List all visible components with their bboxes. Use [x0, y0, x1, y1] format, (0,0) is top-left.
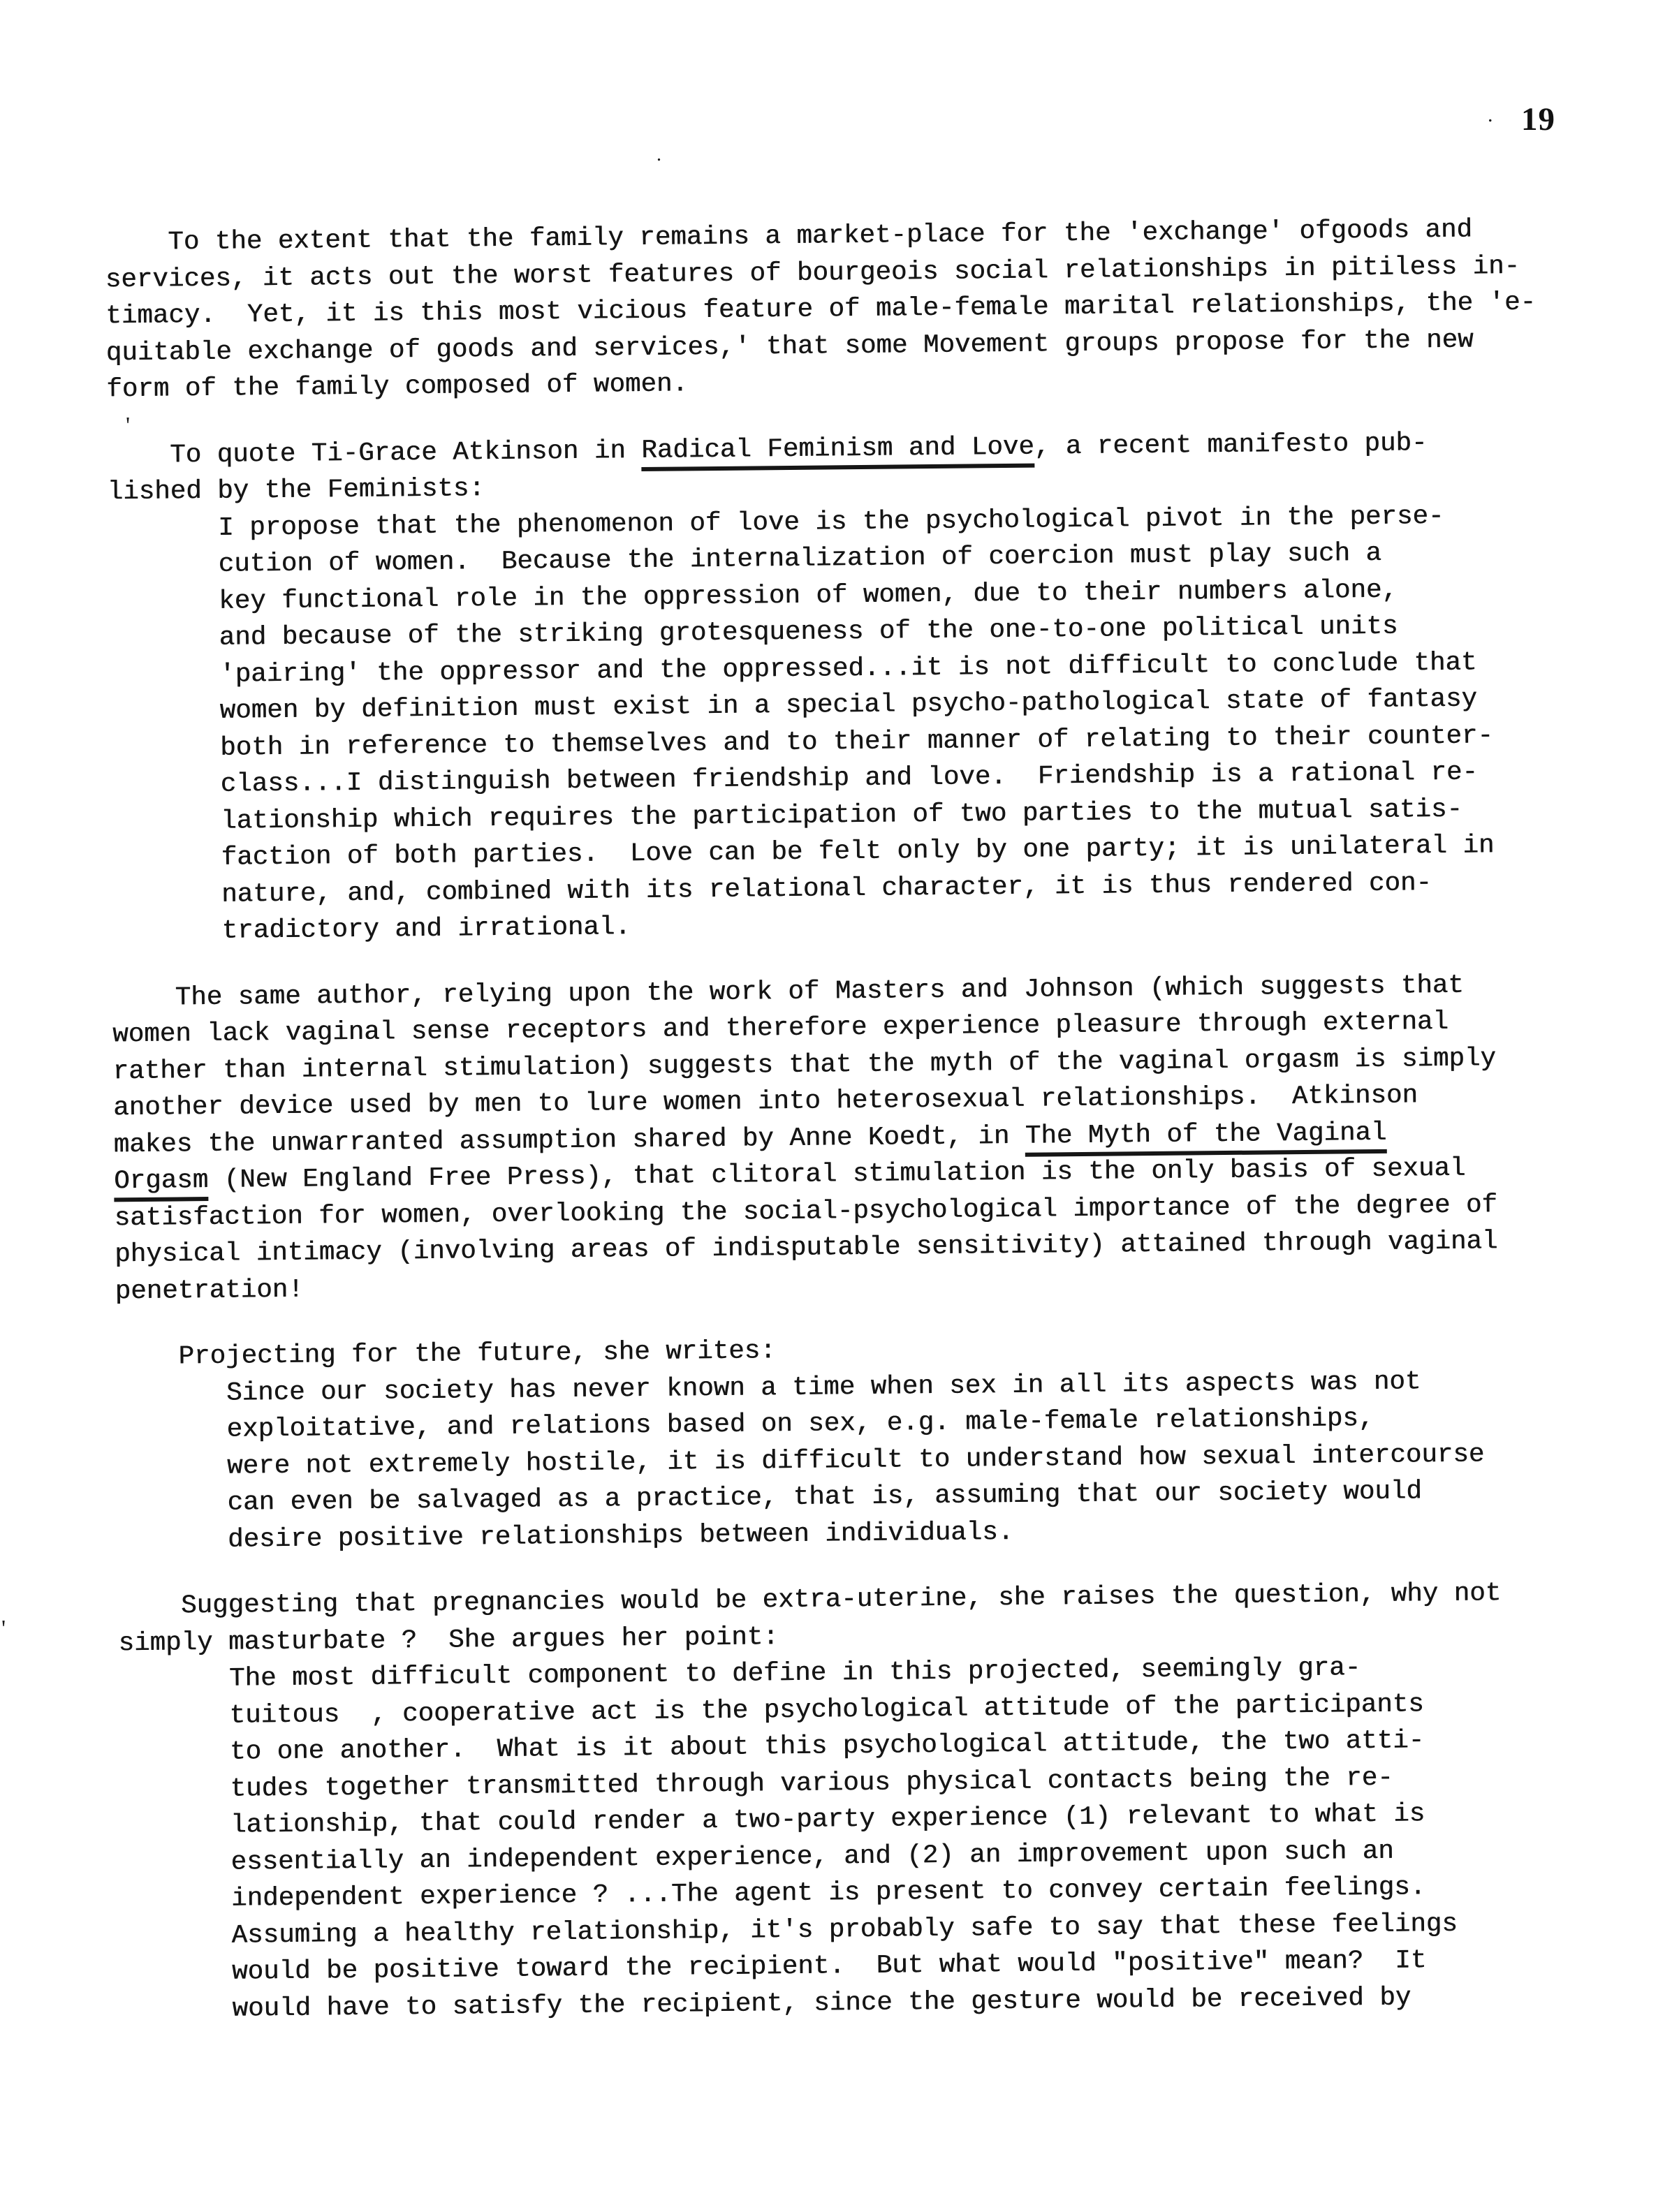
text-segment: , a recent manifesto pub-: [1034, 428, 1428, 462]
text-segment: lished by the Feminists:: [107, 474, 485, 508]
text-segment: timacy. Yet, it is this most vicious feature of male-female marital relationships, the 'e-: [105, 288, 1537, 332]
text-segment: Suggesting that pregnancies would be extra-uterine, she raises the question, why not: [180, 1579, 1502, 1621]
page-number: 19: [1521, 101, 1555, 138]
text-segment: rather than internal stimulation) suggests that the myth of the vaginal orgasm is simply: [112, 1043, 1497, 1086]
text-segment: faction of both parties. Love can be felt only by one party; it is unilateral in: [221, 831, 1495, 873]
text-segment: desire positive relationships between individuals.: [227, 1517, 1014, 1555]
text-segment: To quote Ti-Grace Atkinson in: [169, 436, 642, 471]
text-segment: both in reference to themselves and to their manner of relating to their counter-: [219, 721, 1494, 763]
text-segment: exploitative, and relations based on sex, e.g. male-female relationships,: [226, 1404, 1374, 1445]
blockquote-difficult-component: [229, 1648, 1582, 2028]
text-segment: Assuming a healthy relationship, it's probably safe to say that these feelings: [231, 1909, 1458, 1951]
text-segment: Since our society has never known a time when sex in all its aspects was not: [226, 1366, 1421, 1408]
text-segment: The same author, relying upon the work of Masters and Johnson (which suggests that: [175, 971, 1465, 1012]
scan-artifact: ': [126, 413, 131, 438]
text-segment: women by definition must exist in a special psycho-pathological state of fantasy: [219, 684, 1478, 726]
text-segment: cution of women. Because the internalization of coercion must play such a: [218, 538, 1382, 580]
paragraph-quote-intro-atkinson: [107, 424, 1567, 511]
text-segment: satisfaction for women, overlooking the social-psychological importance of the degree of: [114, 1190, 1498, 1233]
text-segment: nature, and, combined with its relational character, it is thus rendered con-: [221, 868, 1432, 910]
text-segment: essentially an independent experience, and (2) an improvement upon such an: [230, 1836, 1394, 1878]
text-segment: tradictory and irrational.: [221, 913, 631, 946]
text-segment: I propose that the phenomenon of love is the psychological pivot in the perse-: [217, 501, 1444, 543]
scan-artifact: ': [1, 1616, 6, 1642]
text-segment: tudes together transmitted through various physical contacts being the re-: [230, 1763, 1393, 1804]
text-segment: makes the unwarranted assumption shared by Anne Koedt, in: [113, 1121, 1026, 1160]
text-segment: Projecting for the future, she writes:: [178, 1336, 776, 1372]
text-segment: physical intimacy (involving areas of indisputable sensitivity) attained through vaginal: [114, 1227, 1498, 1270]
text-segment: 'pairing' the oppressor and the oppressed...it is not difficult to conclude that: [219, 648, 1477, 690]
scan-artifact: .: [657, 144, 661, 165]
text-segment: lationship, that could render a two-party experience (1) relevant to what is: [230, 1799, 1425, 1841]
text-segment: services, it acts out the worst features of bourgeois social relationships in pitiless in-: [105, 251, 1520, 295]
blockquote-society-sex: [226, 1362, 1577, 1558]
text-segment: class...I distinguish between friendship and love. Friendship is a rational re-: [220, 758, 1479, 799]
text-segment: key functional role in the oppression of women, due to their numbers alone,: [218, 575, 1398, 617]
text-segment: and because of the striking grotesqueness of the one-to-one political units: [219, 612, 1398, 653]
text-segment: The most difficult component to define in this projected, seemingly gra-: [228, 1653, 1361, 1694]
underlined-title: The Myth of the Vaginal: [1025, 1118, 1387, 1156]
text-segment: another device used by men to lure women into heterosexual relationships. Atkinson: [112, 1081, 1418, 1123]
text-segment: penetration!: [115, 1275, 304, 1306]
text-segment: can even be salvaged as a practice, that is, assuming that our society would: [227, 1477, 1422, 1518]
text-segment: were not extremely hostile, it is difficult to understand how sexual intercourse: [226, 1440, 1485, 1482]
text-segment: to one another. What is it about this psychological attitude, the two atti-: [229, 1726, 1425, 1767]
underlined-title: Orgasm: [114, 1166, 209, 1202]
text-segment: quitable exchange of goods and services,' that some Movement groups propose for the new: [105, 325, 1474, 368]
text-segment: independent experience ? ...The agent is present to convey certain feelings.: [230, 1873, 1426, 1914]
text-segment: To the extent that the family remains a market-place for the 'exchange' ofgoods and: [168, 215, 1473, 258]
text-segment: would be positive toward the recipient. But what would "positive" mean? It: [231, 1946, 1427, 1987]
paragraph-family-marketplace: [105, 211, 1566, 408]
blockquote-atkinson-love: [218, 497, 1571, 950]
scan-artifact: .: [1488, 103, 1493, 126]
text-segment: (New England Free Press), that clitoral stimulation is the only basis of sexual: [207, 1153, 1466, 1196]
document-content: [105, 211, 1582, 2028]
text-segment: simply masturbate ? She argues her point:: [118, 1622, 779, 1658]
text-segment: tuitous , cooperative act is the psychological attitude of the participants: [229, 1689, 1424, 1731]
paragraph-extra-uterine: [118, 1575, 1578, 1662]
paragraph-masters-johnson: [112, 966, 1574, 1311]
text-segment: lationship which requires the participation of two parties to the mutual satis-: [221, 795, 1463, 836]
text-segment: form of the family composed of women.: [106, 369, 689, 405]
underlined-title: Radical Feminism and Love: [641, 432, 1034, 471]
text-segment: would have to satisfy the recipient, since the gesture would be received by: [232, 1983, 1411, 2024]
text-segment: women lack vaginal sense receptors and therefore experience pleasure through external: [112, 1007, 1449, 1050]
